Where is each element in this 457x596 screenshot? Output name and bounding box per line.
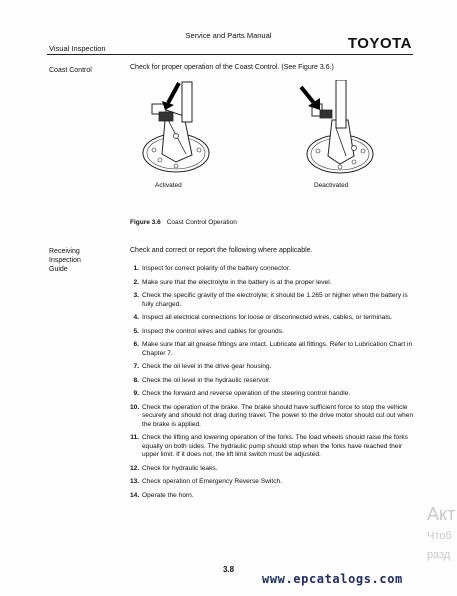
list-item: 13. Check operation of Emergency Reverse Switch. bbox=[130, 478, 282, 485]
manual-title: Service and Parts Manual bbox=[185, 31, 272, 40]
overlay-watermark: Акт bbox=[427, 504, 456, 524]
inspection-checklist bbox=[130, 265, 415, 500]
figure-title: Coast Control Operation bbox=[166, 219, 237, 226]
coast-control-text: Check for proper operation of the Coast Control. (See Figure 3.6.) bbox=[130, 64, 334, 71]
receiving-intro: Check and correct or report the following where applicable. bbox=[130, 247, 313, 254]
deactivated-caption: Deactivated bbox=[314, 182, 349, 189]
label-line: Guide bbox=[49, 266, 68, 273]
activated-caption: Activated bbox=[155, 182, 182, 189]
list-item: 8. Check the oil level in the hydraulic reservoir. bbox=[133, 376, 271, 384]
overlay-watermark: разд bbox=[427, 549, 451, 561]
deactivated-arrow-icon bbox=[298, 84, 324, 112]
figure-number: Figure 3.6 bbox=[130, 219, 161, 226]
activated-arrow-icon bbox=[161, 81, 183, 111]
list-item: 14. Operate the horn. bbox=[130, 491, 194, 499]
list-item: 12. Check for hydraulic leaks. bbox=[130, 464, 218, 472]
activated-illustration bbox=[138, 80, 228, 180]
list-item: 5. Inspect the control wires and cables for grounds. bbox=[133, 327, 284, 335]
list-item: 7. Check the oil level in the drive gear housing. bbox=[133, 363, 272, 370]
header-divider bbox=[47, 54, 413, 55]
list-item: 4. Inspect all electrical connections for loose or disconnected wires, cables, or terminals. bbox=[133, 314, 392, 321]
page-number: 3.8 bbox=[222, 565, 235, 574]
list-item: 9. Check the forward and reverse operation of the steering control handle. bbox=[133, 390, 351, 397]
receiving-inspection-label bbox=[49, 247, 81, 274]
list-item: 6. Make sure that all grease fittings are intact. Lubricate all fittings. Refer to Lubrication Chart in Chapter 7. bbox=[133, 341, 413, 357]
brand-logo: TOYOTA bbox=[347, 35, 412, 52]
list-item: 3. Check the specific gravity of the electrolyte; it should be 1.265 or higher when the battery is fully charged. bbox=[133, 292, 408, 308]
list-item: 10. Check the operation of the brake. The brake should have sufficient force to stop the vehicle securely and should not drag during travel. The power to the drive motor should cut out when the brake is applied. bbox=[130, 403, 414, 428]
list-item: 1. Inspect for correct polarity of the battery connector. bbox=[133, 265, 291, 272]
coast-control-label: Coast Control bbox=[49, 67, 92, 74]
overlay-watermark: Чтоб bbox=[427, 530, 452, 542]
source-url: www.epcatalogs.com bbox=[262, 572, 403, 586]
list-item: 2. Make sure that the electrolyte in the battery is at the proper level. bbox=[133, 278, 332, 286]
section-title: Visual Inspection bbox=[49, 44, 106, 53]
list-item: 11. Check the lifting and lowering operation of the forks. The load wheels should raise the forks equally on both sides. The hydraulic pump should stop when the forks have reached their upper limit. If it does not, the lift limit switch must be adjusted. bbox=[130, 434, 408, 458]
label-line: Receiving bbox=[49, 248, 80, 255]
figure-caption bbox=[130, 219, 237, 226]
label-line: Inspection bbox=[49, 257, 81, 264]
